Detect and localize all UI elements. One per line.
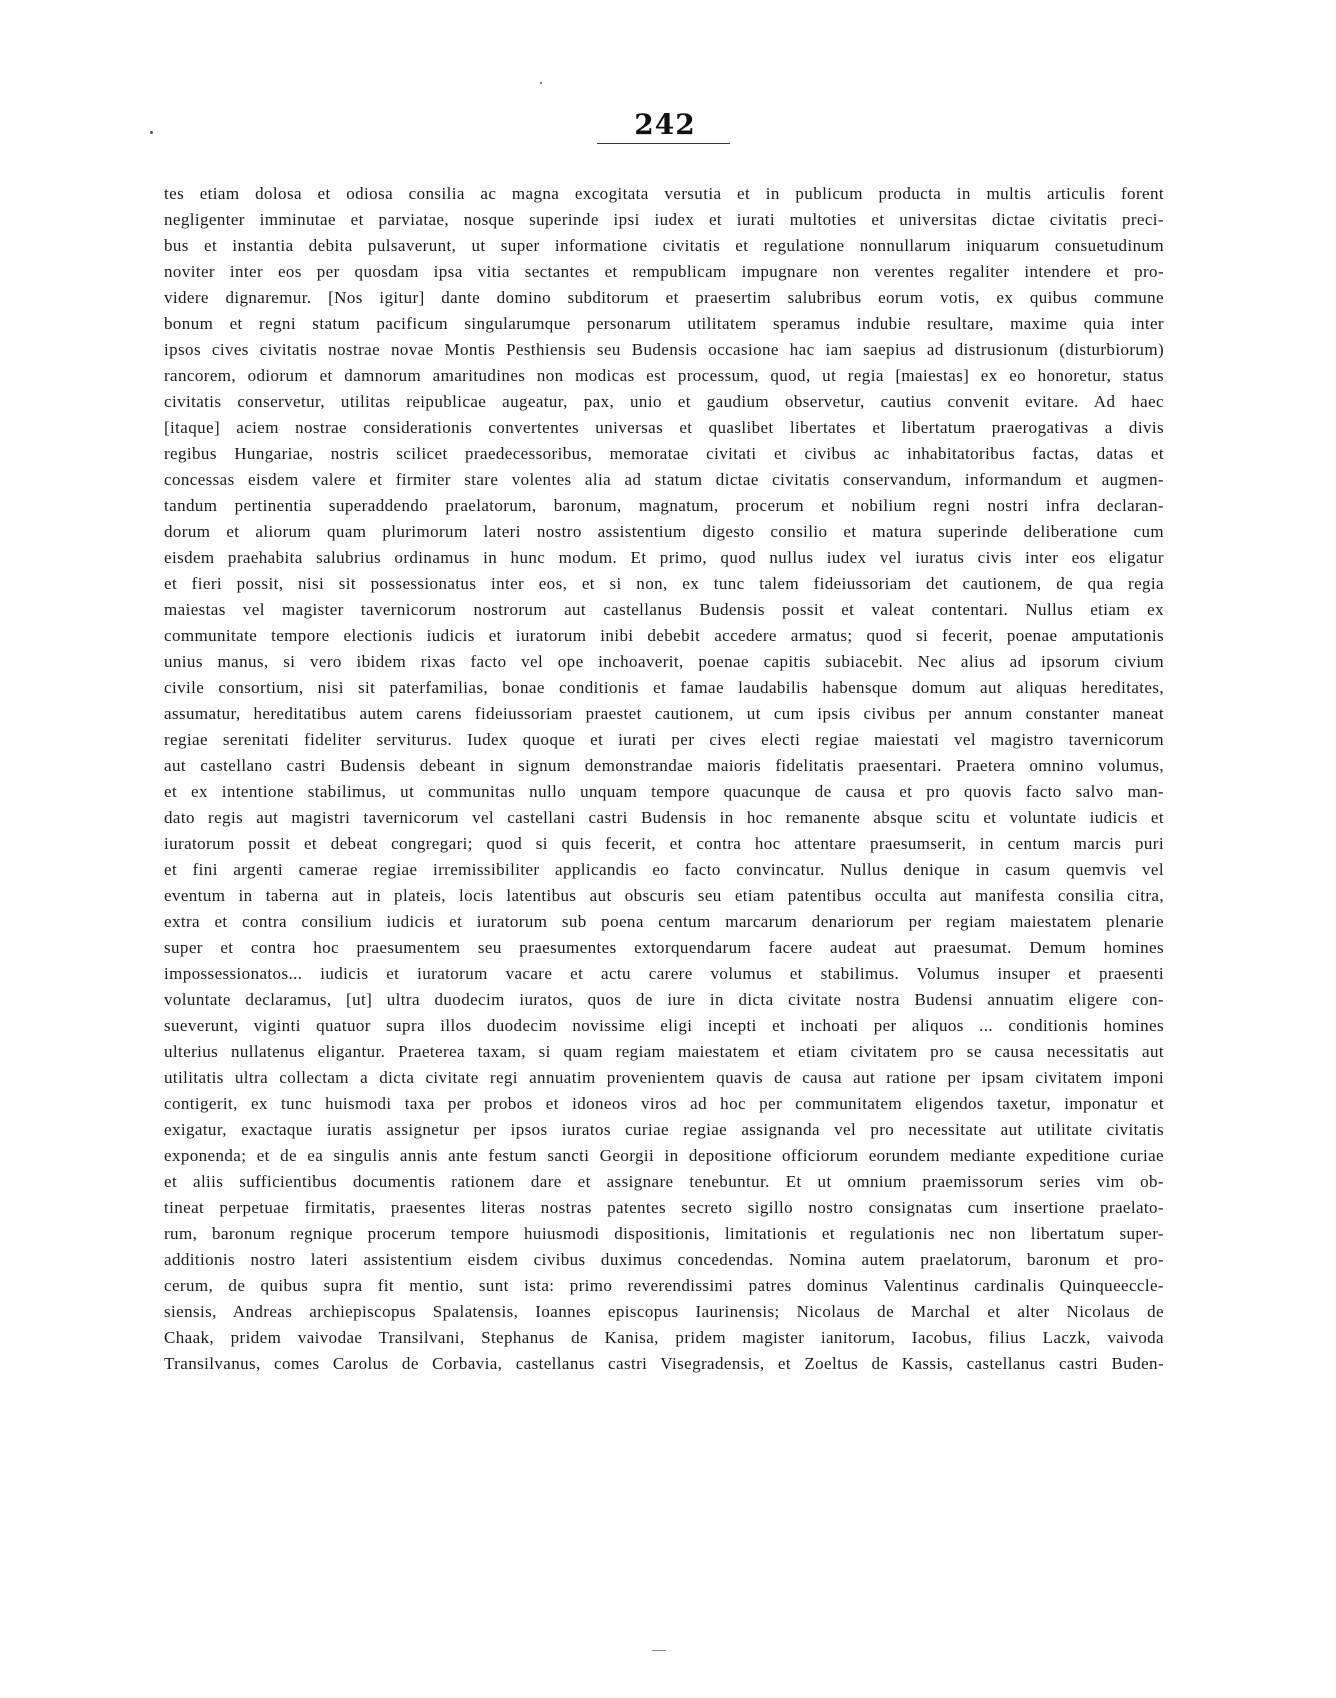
text-line-content: civile consortium, nisi sit paterfamilias, bonae conditionis et famae laudabilis habensque domum aut aliquas hereditates, — [164, 678, 1164, 697]
text-line-content: ipsos cives civitatis nostrae novae Montis Pesthiensis seu Budensis occasione hac iam saepius ad distrusionum (disturbiorum) — [164, 340, 1164, 359]
text-line — [164, 1325, 1164, 1351]
text-line — [164, 259, 1164, 285]
text-line-content: [itaque] aciem nostrae considerationis convertentes universas et quaslibet libertates et libertatum praerogativas a divis — [164, 418, 1164, 437]
text-line — [164, 311, 1164, 337]
text-line — [164, 1013, 1164, 1039]
text-line — [164, 883, 1164, 909]
text-line — [164, 961, 1164, 987]
text-line-content: et fini argenti camerae regiae irremissibiliter applicandis eo facto convincatur. Nullus denique in casum quemvis vel — [164, 860, 1164, 879]
text-line — [164, 727, 1164, 753]
text-line-content: tandum pertinentia superaddendo praelatorum, baronum, magnatum, procerum et nobilium regni nostri infra declaran- — [164, 496, 1164, 515]
text-line — [164, 623, 1164, 649]
text-line — [164, 909, 1164, 935]
text-line-content: bonum et regni statum pacificum singularumque personarum utilitatem speramus indubie resultare, maxime quia inter — [164, 314, 1164, 333]
text-line — [164, 753, 1164, 779]
text-line — [164, 337, 1164, 363]
text-line — [164, 831, 1164, 857]
text-line — [164, 675, 1164, 701]
text-line — [164, 1039, 1164, 1065]
text-line — [164, 1247, 1164, 1273]
text-line-content: dorum et aliorum quam plurimorum lateri nostro assistentium digesto consilio et matura superinde deliberatione cum — [164, 522, 1164, 541]
text-line-content: exponenda; et de ea singulis annis ante festum sancti Georgii in depositione officiorum eorundem mediante expeditione curiae — [164, 1146, 1164, 1165]
text-line-content: impossessionatos... iudicis et iuratorum vacare et actu carere volumus et stabilimus. Volumus insuper et praesenti — [164, 964, 1164, 983]
text-line-content: Chaak, pridem vaivodae Transilvani, Stephanus de Kanisa, pridem magister ianitorum, Iacobus, filius Laczk, vaivoda — [164, 1328, 1164, 1347]
text-line-content: exigatur, exactaque iuratis assignetur per ipsos iuratos curiae regiae assignanda vel pro necessitate aut utilitate civitatis — [164, 1120, 1164, 1139]
text-line — [164, 389, 1164, 415]
text-line-content: bus et instantia debita pulsaverunt, ut super informatione civitatis et regulatione nonnullarum iniquarum consuetudinum — [164, 236, 1164, 255]
text-line-content: cerum, de quibus supra fit mentio, sunt ista: primo reverendissimi patres dominus Valentinus cardinalis Quinqueeccle- — [164, 1276, 1164, 1295]
text-line — [164, 545, 1164, 571]
text-line — [164, 1351, 1164, 1377]
text-line — [164, 1195, 1164, 1221]
text-line-content: unius manus, si vero ibidem rixas facto vel ope inchoaverit, poenae capitis subiacebit. Nec alius ad ipsorum civium — [164, 652, 1164, 671]
text-line-content: rancorem, odiorum et damnorum amaritudines non modicas est processum, quod, ut regia [maiestas] ex eo honoretur, status — [164, 366, 1164, 385]
text-line-content: extra et contra consilium iudicis et iuratorum sub poena centum marcarum denariorum per regiam maiestatem plenarie — [164, 912, 1164, 931]
text-line-content: communitate tempore electionis iudicis et iuratorum inibi debebit accedere armatus; quod si fecerit, poenae amputationis — [164, 626, 1164, 645]
text-line — [164, 1299, 1164, 1325]
text-line — [164, 1273, 1164, 1299]
text-line-content: aut castellano castri Budensis debeant in signum demonstrandae maioris fidelitatis praesentari. Praetera omnino volumus, — [164, 756, 1164, 775]
text-line-content: iuratorum possit et debeat congregari; quod si quis fecerit, et contra hoc attentare praesumserit, in centum marcis puri — [164, 834, 1164, 853]
text-line — [164, 935, 1164, 961]
text-line — [164, 1169, 1164, 1195]
text-line — [164, 1143, 1164, 1169]
text-line — [164, 805, 1164, 831]
text-line-content: voluntate declaramus, [ut] ultra duodecim iuratos, quos de iure in dicta civitate nostra Budensi annuatim eligere con- — [164, 990, 1164, 1009]
text-line-content: rum, baronum regnique procerum tempore huiusmodi dispositionis, limitationis et regulationis nec non libertatum super- — [164, 1224, 1164, 1243]
text-line — [164, 519, 1164, 545]
text-line-content: sueverunt, viginti quatuor supra illos duodecim novissime eligi incepti et inchoati per aliquos ... conditionis homines — [164, 1016, 1164, 1035]
text-line-content: noviter inter eos per quosdam ipsa vitia sectantes et rempublicam impugnare non verentes regaliter intendere et pro- — [164, 262, 1164, 281]
text-line-content: et fieri possit, nisi sit possessionatus inter eos, et si non, ex tunc talem fideiussoriam det cautionem, de qua regia — [164, 574, 1164, 593]
text-line-content: civitatis conservetur, utilitas reipublicae augeatur, pax, unio et gaudium observetur, cautius convenit evitare. Ad haec — [164, 392, 1164, 411]
body-text — [164, 181, 1164, 1377]
text-line-content: tes etiam dolosa et odiosa consilia ac magna excogitata versutia et in publicum producta in multis articulis forent — [164, 184, 1164, 203]
text-line-content: tineat perpetuae firmitatis, praesentes literas nostras patentes secreto sigillo nostro consignatas cum insertione praelato- — [164, 1198, 1164, 1217]
text-line-content: assumatur, hereditatibus autem carens fideiussoriam praestet cautionem, ut cum ipsis civibus per annum constanter maneat — [164, 704, 1164, 723]
text-line — [164, 571, 1164, 597]
text-line-content: regiae serenitati fideliter serviturus. Iudex quoque et iurati per cives electi regiae maiestati vel magistro tavernicorum — [164, 730, 1164, 749]
text-line — [164, 779, 1164, 805]
text-line-content: dato regis aut magistri tavernicorum vel castellani castri Budensis in hoc remanente absque scitu et voluntate iudicis et — [164, 808, 1164, 827]
text-line-content: et aliis sufficientibus documentis rationem dare et assignare tenebuntur. Et ut omnium praemissorum series vim ob- — [164, 1172, 1164, 1191]
text-line — [164, 467, 1164, 493]
text-line-content: concessas eisdem valere et firmiter stare volentes alia ad statum dictae civitatis conservandum, informandum et augmen- — [164, 470, 1164, 489]
text-line — [164, 207, 1164, 233]
page-number-rule — [597, 143, 730, 144]
text-line — [164, 181, 1164, 207]
text-line-content: Transilvanus, comes Carolus de Corbavia, castellanus castri Visegradensis, et Zoeltus de Kassis, castellanus castri Buden- — [164, 1354, 1164, 1373]
bottom-mark — [652, 1650, 666, 1651]
text-line-content: super et contra hoc praesumentem seu praesumentes extorquendarum facere audeat aut praesumat. Demum homines — [164, 938, 1164, 957]
text-line-content: eisdem praehabita salubrius ordinamus in hunc modum. Et primo, quod nullus iudex vel iuratus civis inter eos eligatur — [164, 548, 1164, 567]
text-line — [164, 493, 1164, 519]
text-line — [164, 1091, 1164, 1117]
text-line-content: contigerit, ex tunc huismodi taxa per probos et idoneos viros ad hoc per communitatem eligendos taxetur, imponatur et — [164, 1094, 1164, 1113]
text-line — [164, 701, 1164, 727]
text-line-content: eventum in taberna aut in plateis, locis latentibus aut obscuris seu etiam patentibus occulta aut manifesta consilia citra, — [164, 886, 1164, 905]
text-line — [164, 597, 1164, 623]
margin-speck — [150, 131, 153, 134]
text-line-content: ulterius nullatenus eligantur. Praeterea taxam, si quam regiam maiestatem et etiam civitatem pro se causa necessitatis aut — [164, 1042, 1164, 1061]
text-line-content: utilitatis ultra collectam a dicta civitate regi annuatim provenientem quavis de causa aut ratione per ipsam civitatem imponi — [164, 1068, 1164, 1087]
text-line — [164, 857, 1164, 883]
text-line — [164, 1117, 1164, 1143]
text-line — [164, 987, 1164, 1013]
text-line — [164, 233, 1164, 259]
text-line — [164, 441, 1164, 467]
text-line — [164, 1065, 1164, 1091]
text-line — [164, 415, 1164, 441]
text-line — [164, 1221, 1164, 1247]
text-line-content: siensis, Andreas archiepiscopus Spalatensis, Ioannes episcopus Iaurinensis; Nicolaus de Marchal et alter Nicolaus de — [164, 1302, 1164, 1321]
text-line-content: et ex intentione stabilimus, ut communitas nullo unquam tempore quacunque de causa et pro quovis facto salvo man- — [164, 782, 1164, 801]
text-line-content: videre dignaremur. [Nos igitur] dante domino subditorum et praesertim salubribus eorum votis, ex quibus commune — [164, 288, 1164, 307]
text-line-content: additionis nostro lateri assistentium eisdem civibus duximus concedendas. Nomina autem praelatorum, baronum et pro- — [164, 1250, 1164, 1269]
margin-speck — [540, 82, 542, 84]
text-line — [164, 363, 1164, 389]
text-line — [164, 649, 1164, 675]
text-line — [164, 285, 1164, 311]
text-line-content: negligenter imminutae et parviatae, nosque superinde ipsi iudex et iurati multoties et universitas dictae civitatis preci- — [164, 210, 1164, 229]
text-line-content: regibus Hungariae, nostris scilicet praedecessoribus, memoratae civitati et civibus ac inhabitatoribus factas, datas et — [164, 444, 1164, 463]
text-line-content: maiestas vel magister tavernicorum nostrorum aut castellanus Budensis possit et valeat contentari. Nullus etiam ex — [164, 600, 1164, 619]
page-number: 242 — [634, 108, 696, 141]
